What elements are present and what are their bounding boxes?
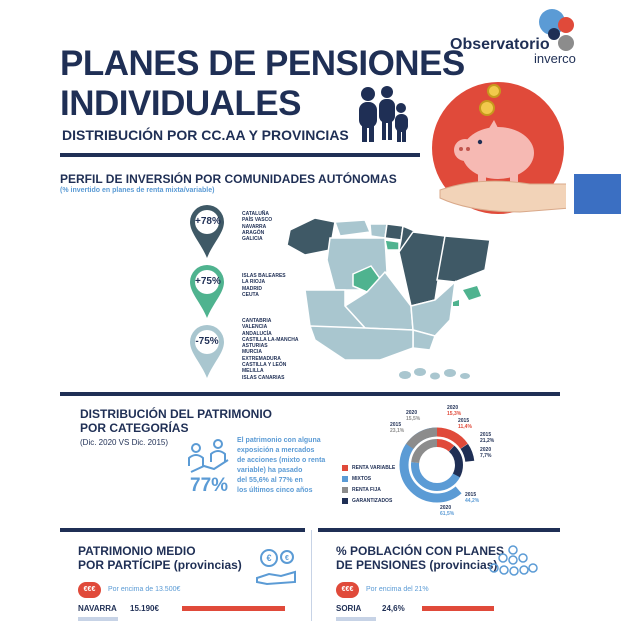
distribucion-title	[80, 407, 272, 435]
legend-swatch	[342, 487, 348, 493]
distribucion-text-line: exposición a mercados	[237, 447, 315, 454]
distribucion-big-value: 77%	[190, 475, 229, 496]
region-label: MELILLA	[242, 368, 264, 375]
brand-name: Observatorio	[450, 36, 550, 53]
legend-swatch	[342, 498, 348, 504]
distribucion-text-line: de acciones (mixto o renta	[237, 457, 326, 464]
patrimonio-title-line-1: PATRIMONIO MEDIO	[78, 544, 196, 558]
region-label: CASTILLA LA-MANCHA	[242, 336, 299, 343]
distribucion-title-line-2: POR CATEGORÍAS	[80, 421, 189, 435]
patrimonio-row-value: 15.190€	[130, 604, 159, 613]
region-label: EXTREMADURA	[242, 355, 281, 362]
region-label: CEUTA	[242, 291, 259, 298]
patrimonio-badge: €€€	[78, 582, 101, 598]
euro-hand-icon	[255, 548, 297, 588]
patrimonio-rule	[60, 528, 305, 532]
legend-item	[342, 462, 395, 473]
patrimonio-title-line-2: POR PARTÍCIPE (provincias)	[78, 558, 242, 572]
map-region-aragon	[399, 232, 445, 306]
regions-group-mid	[242, 273, 286, 298]
column-divider	[311, 530, 312, 621]
region-label: ASTURIAS	[242, 343, 268, 350]
perfil-subtitle: (% invertido en planes de renta mixta/variable)	[60, 187, 215, 194]
donut-label-gar-2020: 2020 7,7%	[480, 447, 492, 459]
distribucion-subtitle: (Dic. 2020 VS Dic. 2015)	[80, 438, 169, 447]
donut-legend	[342, 462, 395, 506]
patrimonio-row-label: NAVARRA	[78, 604, 117, 613]
header-rule	[60, 153, 420, 157]
poblacion-row-label: SORIA	[336, 604, 362, 613]
region-label: MURCIA	[242, 349, 262, 356]
legend-swatch	[342, 476, 348, 482]
legend-swatch	[342, 465, 348, 471]
region-label: GALICIA	[242, 236, 263, 243]
region-label: CATALUÑA	[242, 211, 270, 217]
map-region-cantabria	[370, 224, 387, 238]
legend-label: RENTA FIJA	[352, 486, 381, 493]
poblacion-title-line-1: % POBLACIÓN CON PLANES	[336, 544, 505, 558]
patrimonio-title	[78, 544, 242, 572]
page-subtitle: DISTRIBUCIÓN POR CC.AA Y PROVINCIAS	[62, 127, 349, 143]
legend-label: GARANTIZADOS	[352, 497, 393, 504]
map-region-pais-vasco	[385, 224, 403, 240]
svg-text:€: €	[266, 553, 272, 563]
region-label: PAÍS VASCO	[242, 217, 273, 224]
donut-label-rf-2015: 2015 23,1%	[390, 422, 405, 434]
piggy-bank-hand-illustration	[420, 80, 621, 230]
legend-label: MIXTOS	[352, 475, 372, 482]
legend-item	[342, 484, 395, 495]
poblacion-next-row	[336, 617, 376, 621]
donut-label-mix-2015: 2015 44,2%	[465, 492, 480, 504]
donut-label-mix-2020: 2020 61,5%	[440, 505, 455, 517]
regions-group-high	[242, 211, 272, 242]
legend-item	[342, 473, 395, 484]
poblacion-note: Por encima del 21%	[366, 586, 429, 593]
poblacion-row-value: 24,6%	[382, 604, 405, 613]
region-label: CASTILLA Y LEÓN	[242, 362, 287, 369]
poblacion-rule	[318, 528, 560, 532]
region-label: ANDALUCÍA	[242, 330, 272, 337]
region-label: LA RIOJA	[242, 279, 266, 286]
family-icon	[354, 86, 416, 144]
map-region-andalucia	[310, 326, 413, 360]
map-region-canarias	[399, 368, 470, 380]
donut-label-rv-2020: 2020 15,3%	[447, 405, 462, 417]
pin-value-high: +78%	[195, 216, 221, 227]
perfil-title: PERFIL DE INVERSIÓN POR COMUNIDADES AUTÓNOMAS	[60, 172, 397, 186]
patrimonio-next-row	[78, 617, 118, 621]
distribucion-text-line: del 55,6% al 77% en	[237, 477, 303, 484]
donut-label-rf-2020: 2020 15,5%	[406, 410, 421, 422]
spain-map	[285, 210, 500, 385]
section-rule-2	[60, 392, 560, 396]
perfil-pins	[187, 203, 227, 388]
crowd-icon	[488, 544, 538, 582]
region-label: VALENCIA	[242, 324, 268, 331]
region-label: ISLAS CANARIAS	[242, 374, 285, 381]
map-region-cataluna	[437, 236, 490, 282]
map-region-asturias	[335, 220, 370, 236]
patrimonio-note: Por encima de 13.500€	[108, 586, 181, 593]
legend-label: RENTA VARIABLE	[352, 464, 396, 471]
title-line-2: INDIVIDUALES	[60, 84, 301, 123]
region-label: CANTABRIA	[242, 318, 272, 324]
svg-text:€: €	[285, 555, 289, 562]
map-region-la-rioja	[385, 240, 399, 250]
distribucion-text	[237, 436, 325, 496]
poblacion-title	[336, 544, 504, 572]
growth-people-icon	[186, 436, 231, 476]
pin-value-low: -75%	[195, 336, 219, 347]
poblacion-row-bar	[422, 606, 494, 611]
distribucion-title-line-1: DISTRIBUCIÓN DEL PATRIMONIO	[80, 407, 272, 421]
patrimonio-row-bar	[182, 606, 285, 611]
region-label: MADRID	[242, 285, 262, 292]
region-label: ISLAS BALEARES	[242, 273, 286, 279]
region-label: NAVARRA	[242, 223, 267, 230]
poblacion-title-line-2: DE PENSIONES (provincias)	[336, 558, 498, 572]
map-region-baleares	[463, 286, 481, 300]
region-label: ARAGÓN	[242, 229, 265, 236]
title-line-1: PLANES DE PENSIONES	[60, 44, 465, 83]
poblacion-badge: €€€	[336, 582, 359, 598]
pin-value-mid: +75%	[195, 276, 221, 287]
brand-sub: inverco	[534, 51, 576, 66]
distribucion-text-line: los últimos cinco años	[237, 487, 313, 494]
legend-item	[342, 495, 395, 506]
donut-label-rv-2015: 2015 11,4%	[458, 418, 472, 430]
distribucion-text-line: El patrimonio con alguna	[237, 437, 321, 444]
distribucion-text-line: variable) ha pasado	[237, 467, 303, 474]
donut-label-gar-2015: 2015 21,2%	[480, 432, 495, 444]
